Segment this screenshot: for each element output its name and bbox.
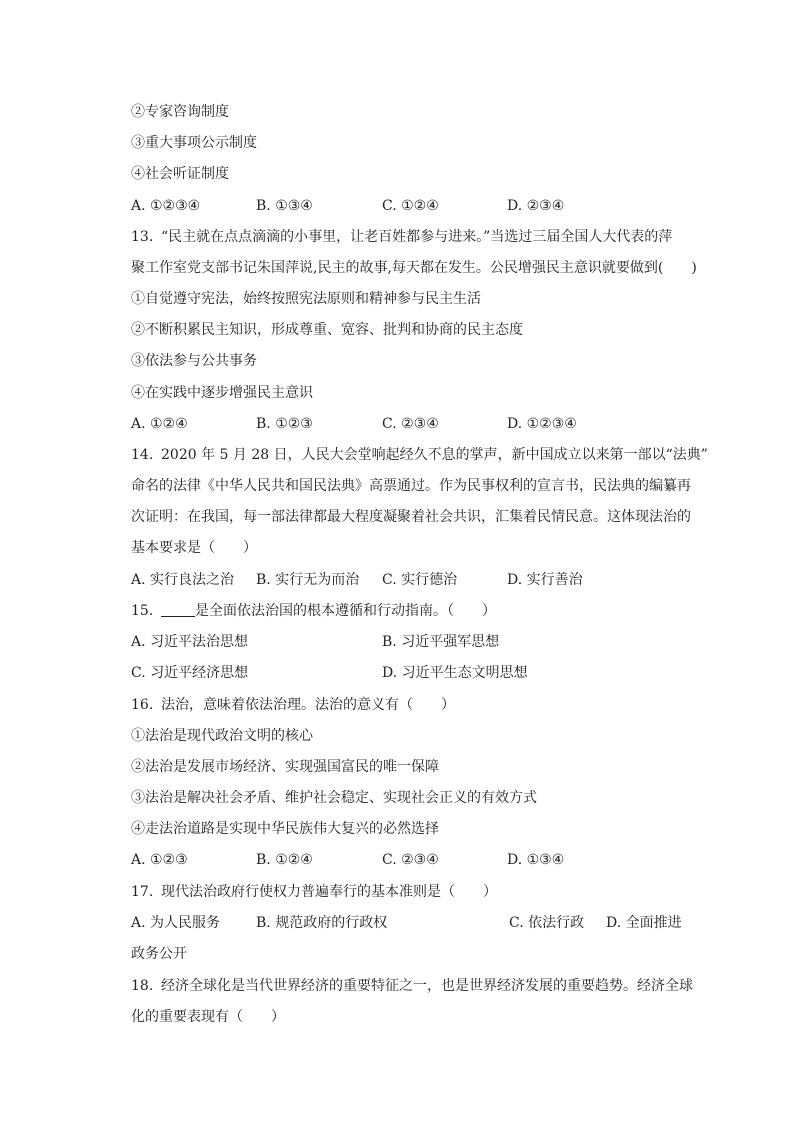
q12-item-4: ④社会听证制度: [131, 166, 229, 182]
q18-stem-line-1: [131, 976, 693, 996]
q13-option-a: A. ①②④: [131, 416, 188, 432]
q15-option-a: A. 习近平法治思想: [131, 634, 249, 650]
q17-stem-line: [131, 882, 497, 902]
q18-stem-text-1: 经济全球化是当代世界经济的重要特征之一，也是世界经济发展的重要趋势。经济全球: [161, 978, 693, 994]
q15-option-d: D. 习近平生态文明思想: [382, 665, 528, 681]
q15-stem-line: [131, 601, 496, 621]
q15-option-b: B. 习近平强军思想: [382, 634, 500, 650]
q16-item-3: ③法治是解决社会矛盾、维护社会稳定、实现社会正义的有效方式: [131, 790, 537, 806]
q16-stem-line: [131, 695, 455, 715]
q16-option-a: A. ①②③: [131, 852, 188, 868]
q12-item-3: ③重大事项公示制度: [131, 135, 257, 151]
q14-stem-line-3: 次证明：在我国，每一部法律都最大程度凝聚着社会共识，汇集着民情民意。这体现法治的: [131, 509, 691, 525]
q15-option-c: C. 习近平经济思想: [131, 665, 249, 681]
q18-stem-line-2: 化的重要表现有（ ）: [131, 1009, 285, 1025]
q17-option-c: C. 依法行政: [509, 915, 585, 931]
q16-number: 16.: [131, 697, 154, 713]
q18-number: 18.: [131, 978, 154, 994]
q13-number: 13.: [131, 229, 154, 245]
q14-option-a: A. 实行良法之治: [131, 572, 235, 588]
q16-stem-text: 法治，意味着依法治理。法治的意义有（ ）: [161, 697, 455, 713]
q17-number: 17.: [131, 884, 154, 900]
q14-stem-line-1: [131, 445, 708, 465]
q12-option-d: D. ②③④: [507, 198, 565, 214]
q13-option-b: B. ①②③: [256, 416, 313, 432]
q13-stem-line-2: 聚工作室党支部书记朱国萍说,民主的故事,每天都在发生。公民增强民主意识就要做到( ): [131, 260, 697, 276]
q14-option-b: B. 实行无为而治: [256, 572, 360, 588]
q17-option-d: D. 全面推进: [606, 915, 682, 931]
q16-item-4: ④走法治道路是实现中华民族伟大复兴的必然选择: [131, 821, 439, 837]
q17-option-b: B. 规范政府的行政权: [256, 915, 388, 931]
q15-answer-blank: [161, 602, 195, 617]
q14-option-c: C. 实行德治: [382, 572, 458, 588]
q17-option-d-wrap: 政务公开: [131, 946, 187, 962]
q12-item-2: ②专家咨询制度: [131, 104, 229, 120]
q12-option-b: B. ①③④: [256, 198, 313, 214]
q13-option-d: D. ①②③④: [507, 416, 577, 432]
q17-stem-text: 现代法治政府行使权力普遍奉行的基本准则是（ ）: [161, 884, 497, 900]
q14-stem-line-4: 基本要求是（ ）: [131, 540, 257, 556]
q12-option-c: C. ①②④: [382, 198, 439, 214]
q14-stem-line-2: 命名的法律《中华人民共和国民法典》高票通过。作为民事权利的宣言书，民法典的编纂再: [131, 478, 691, 494]
q12-option-a: A. ①②③④: [131, 198, 201, 214]
q13-item-1: ①自觉遵守宪法，始终按照宪法原则和精神参与民主生活: [131, 291, 481, 307]
q16-item-2: ②法治是发展市场经济、实现强国富民的唯一保障: [131, 759, 439, 775]
q13-item-3: ③依法参与公共事务: [131, 353, 257, 369]
q13-item-4: ④在实践中逐步增强民主意识: [131, 385, 313, 401]
q14-stem-text-1: 2020 年 5 月 28 日，人民大会堂响起经久不息的掌声，新中国成立以来第一部以“法典”: [161, 447, 708, 463]
q13-option-c: C. ②③④: [382, 416, 439, 432]
q13-stem-text-1: “民主就在点点滴滴的小事里，让老百姓都参与进来。”当选过三届全国人大代表的萍: [161, 229, 673, 245]
q13-item-2: ②不断积累民主知识，形成尊重、宽容、批判和协商的民主态度: [131, 322, 523, 338]
q14-option-d: D. 实行善治: [507, 572, 583, 588]
q16-item-1: ①法治是现代政治文明的核心: [131, 728, 313, 744]
q17-option-a: A. 为人民服务: [131, 915, 221, 931]
q15-stem-text: 是全面依法治国的根本遵循和行动指南。（ ）: [195, 603, 496, 619]
q16-option-d: D. ①③④: [507, 852, 565, 868]
q15-number: 15.: [131, 603, 154, 619]
q14-number: 14.: [131, 447, 154, 463]
q16-option-c: C. ②③④: [382, 852, 439, 868]
q16-option-b: B. ①②④: [256, 852, 313, 868]
q13-stem-line-1: [131, 227, 672, 247]
